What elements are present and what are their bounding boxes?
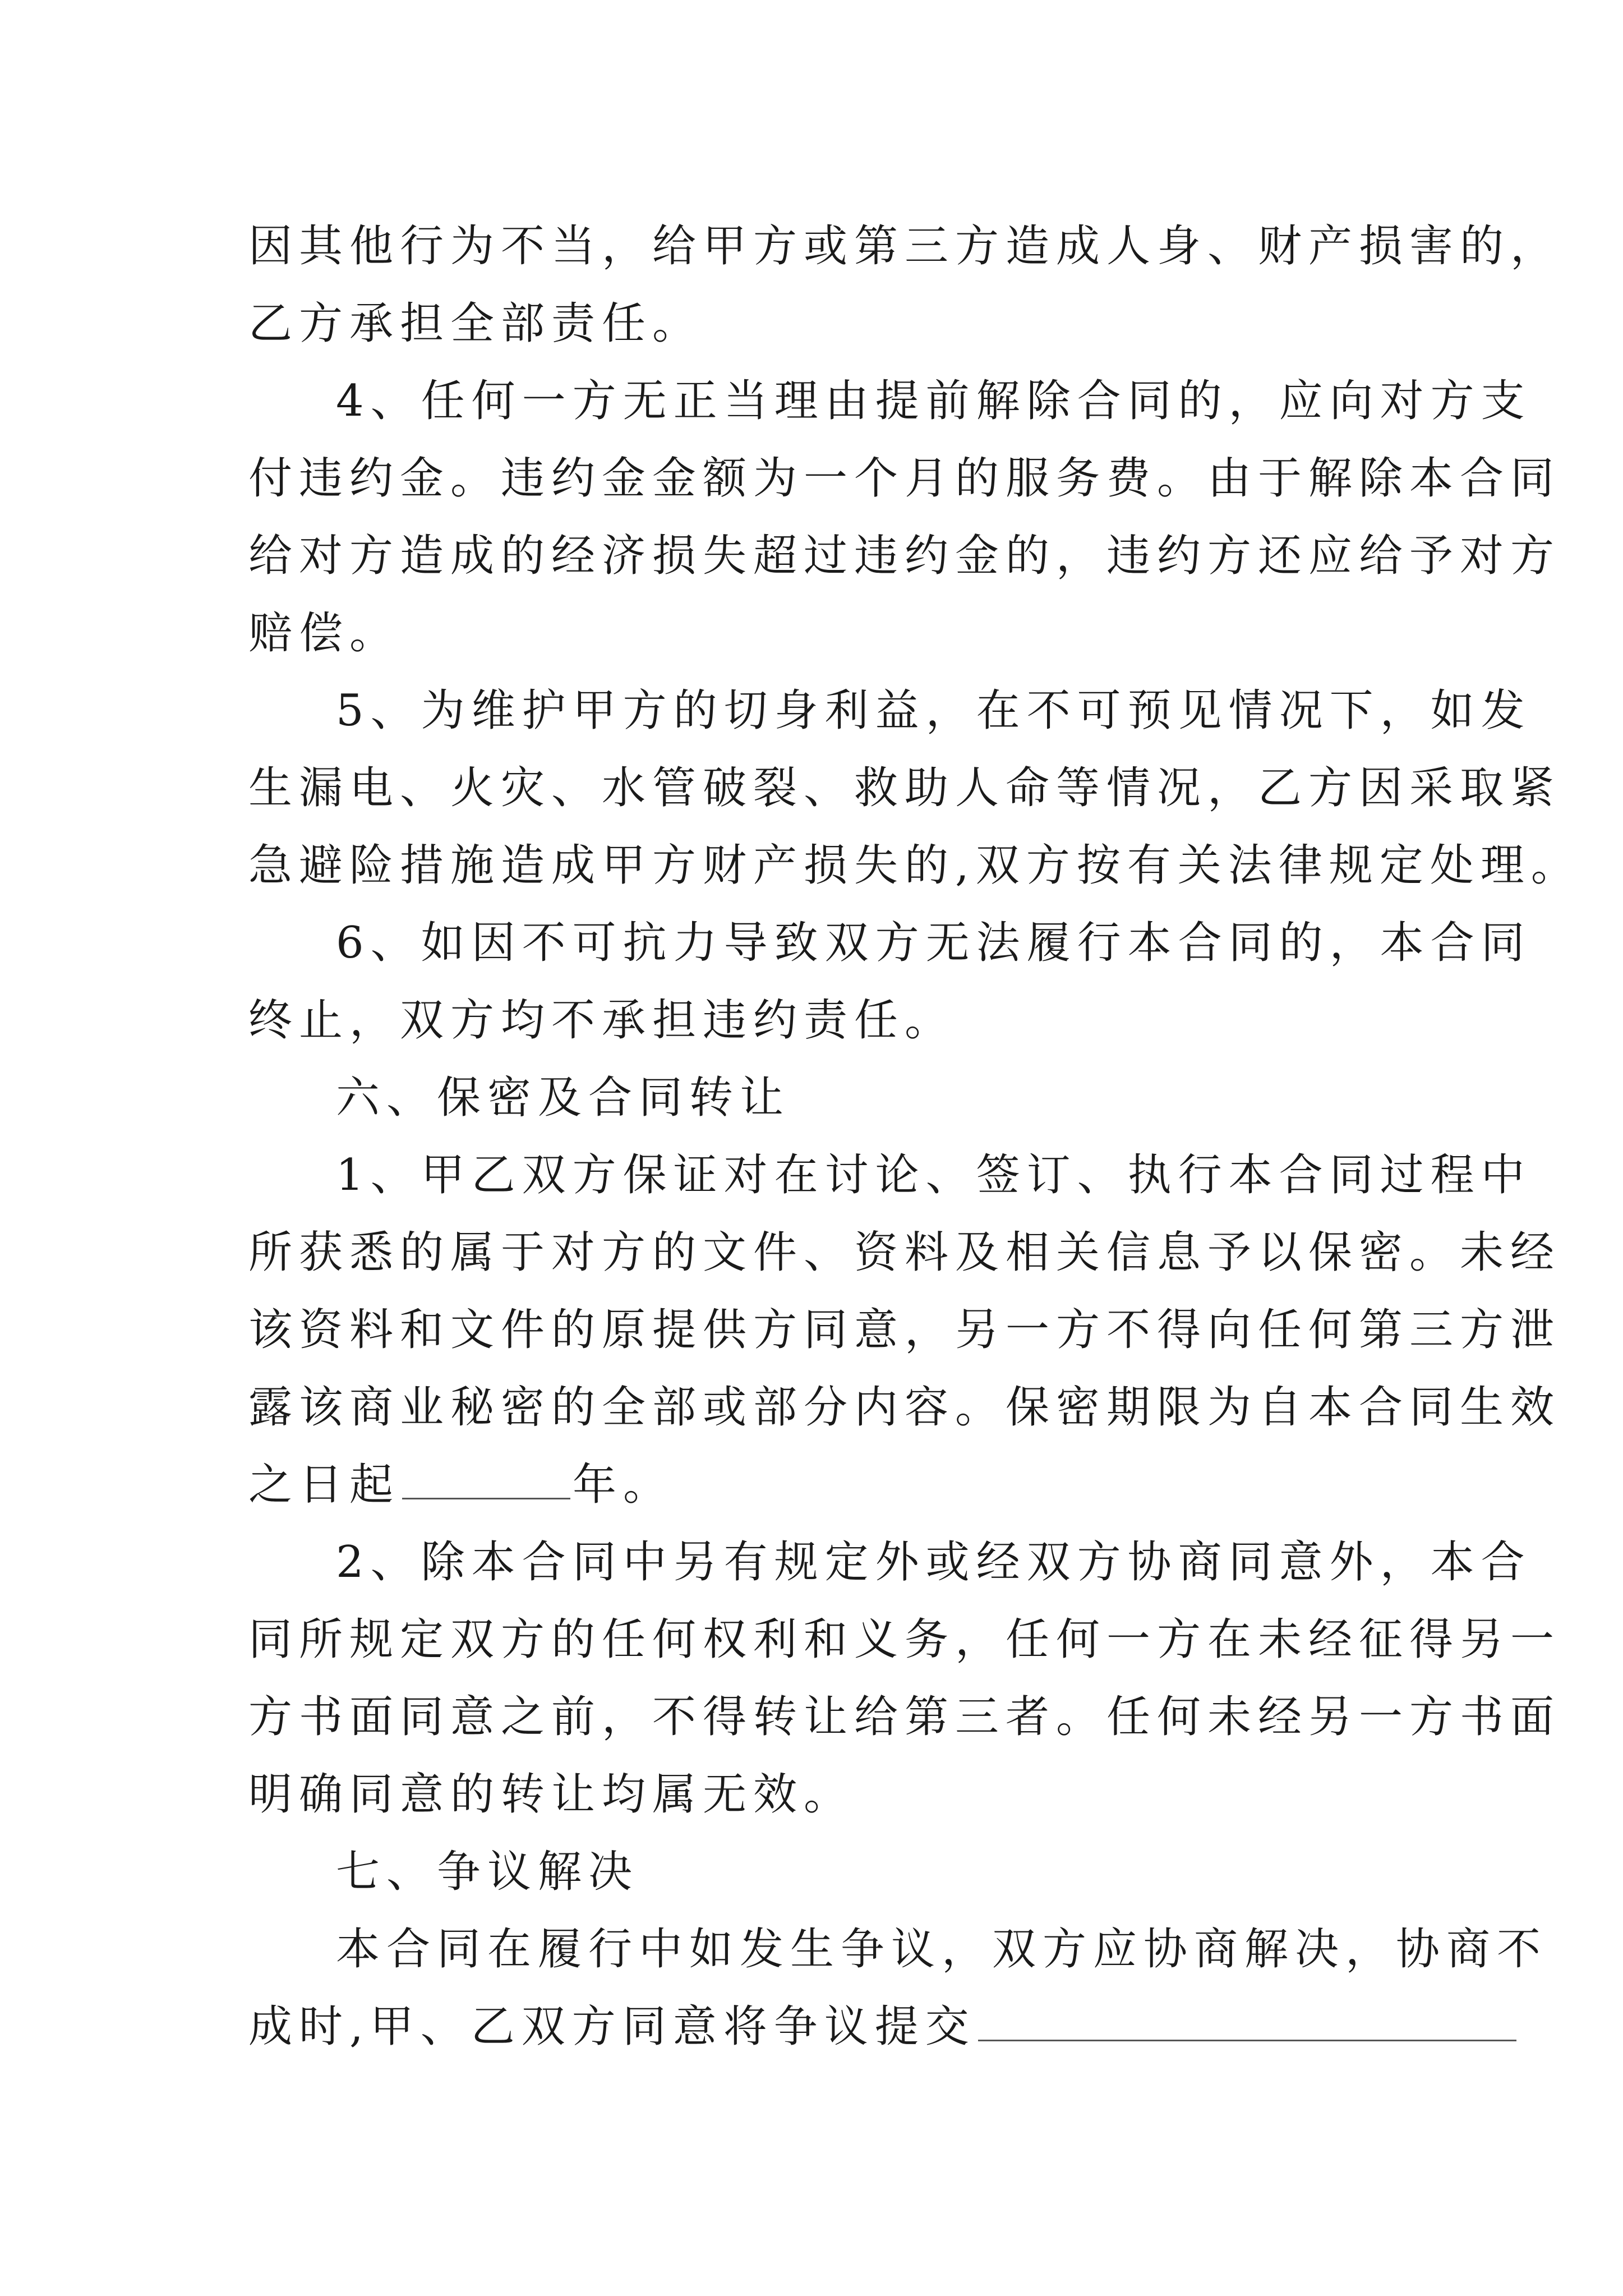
fill-in-blank-years — [402, 1458, 570, 1499]
paragraph-confidentiality-1 — [248, 1137, 1561, 1524]
text-line: 因其他行为不当，给甲方或第三方造成人身、财产损害的， — [248, 221, 1561, 272]
section-heading-dispute — [248, 1833, 1393, 1911]
text-line: 生漏电、火灾、水管破裂、救助人命等情况，乙方因采取紧 — [248, 763, 1561, 813]
text-line — [248, 1446, 1393, 1524]
text-line: 本合同在履行中如发生争议，双方应协商解决，协商不 — [336, 1924, 1548, 1975]
text-line: 赔偿。 — [248, 608, 400, 659]
text-line: 5、为维护甲方的切身利益，在不可预见情况下，如发 — [336, 685, 1532, 736]
section-heading: 七、争议解决 — [336, 1847, 639, 1897]
paragraph-dispute-resolution — [248, 1911, 1548, 2065]
text-line: 4、任何一方无正当理由提前解除合同的，应向对方支 — [336, 376, 1532, 426]
paragraph-clause-6 — [248, 904, 1532, 1059]
text-line: 方书面同意之前，不得转让给第三者。任何未经另一方书面 — [248, 1692, 1561, 1742]
paragraph-clause-5 — [248, 672, 1581, 904]
text-line: 2、除本合同中另有规定外或经双方协商同意外，本合 — [336, 1537, 1532, 1588]
text-fragment: 成时,甲、乙双方同意将争议提交 — [248, 2001, 976, 2052]
text-line: 付违约金。违约金金额为一个月的服务费。由于解除本合同 — [248, 453, 1561, 504]
text-line: 同所规定双方的任何权利和义务，任何一方在未经征得另一 — [248, 1614, 1561, 1665]
text-line: 终止，双方均不承担违约责任。 — [248, 995, 956, 1046]
text-line: 给对方造成的经济损失超过违约金的，违约方还应给予对方 — [248, 531, 1561, 581]
text-line: 露该商业秘密的全部或部分内容。保密期限为自本合同生效 — [248, 1382, 1561, 1433]
text-line: 6、如因不可抗力导致双方无法履行本合同的，本合同 — [336, 918, 1532, 968]
paragraph-clause-4 — [248, 362, 1561, 672]
contract-body — [248, 208, 1581, 2065]
text-line — [248, 1988, 1393, 2065]
section-heading: 六、保密及合同转让 — [336, 1073, 791, 1123]
text-line: 急避险措施造成甲方财产损失的,双方按有关法律规定处理。 — [248, 840, 1581, 891]
text-line: 该资料和文件的原提供方同意，另一方不得向任何第三方泄 — [248, 1305, 1561, 1355]
paragraph-liability-continuation — [248, 208, 1561, 362]
section-heading-confidentiality — [248, 1059, 1393, 1137]
text-line: 1、甲乙双方保证对在讨论、签订、执行本合同过程中 — [336, 1150, 1532, 1200]
text-fragment: 年。 — [573, 1460, 674, 1510]
text-line: 所获悉的属于对方的文件、资料及相关信息予以保密。未经 — [248, 1227, 1561, 1278]
paragraph-confidentiality-2 — [248, 1524, 1561, 1833]
fill-in-blank-arbitration-body — [978, 2000, 1516, 2041]
text-line: 乙方承担全部责任。 — [248, 298, 703, 349]
text-fragment: 之日起 — [248, 1460, 400, 1510]
text-line: 明确同意的转让均属无效。 — [248, 1769, 855, 1820]
